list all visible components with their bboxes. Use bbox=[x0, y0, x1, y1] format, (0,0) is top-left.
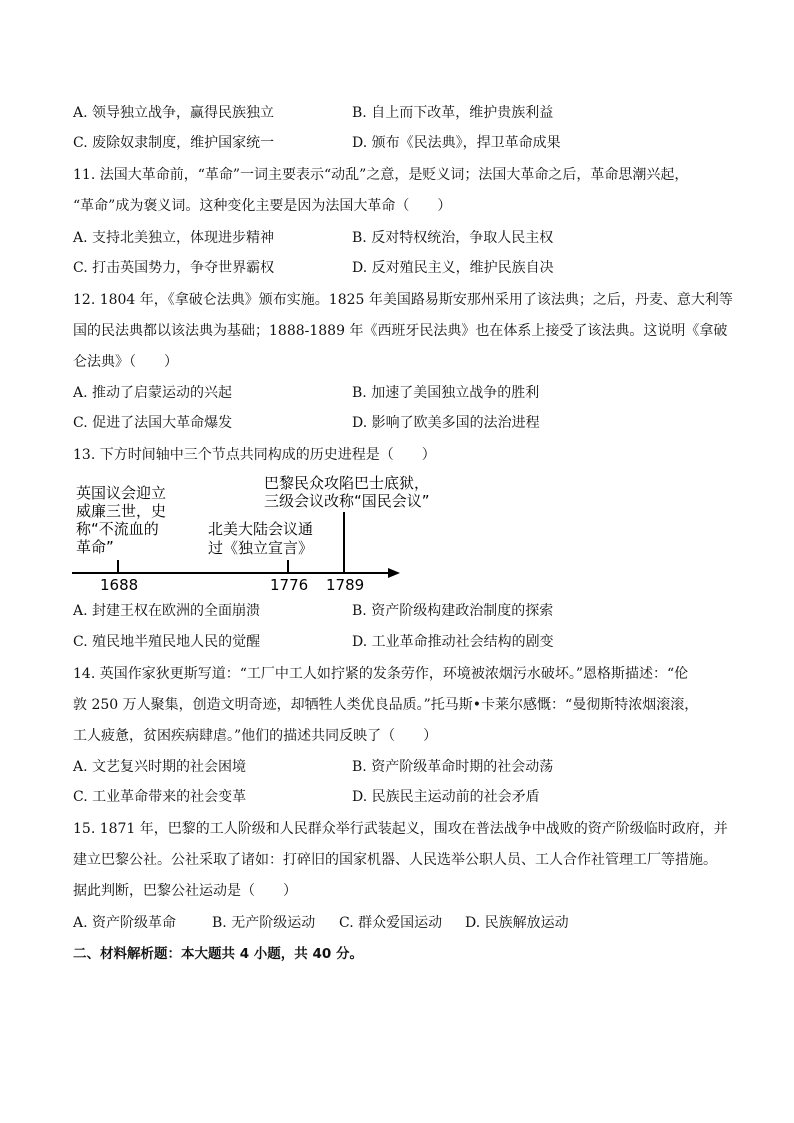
q15-stem-line3: 据此判断，巴黎公社运动是（ ） bbox=[73, 883, 297, 899]
q15-option-c: C. 群众爱国运动 bbox=[339, 915, 443, 931]
q11-option-c: C. 打击英国势力，争夺世界霸权 bbox=[73, 260, 275, 276]
q10-option-b: B. 自上而下改革，维护贵族利益 bbox=[352, 105, 554, 121]
q10-option-a: A. 领导独立战争，赢得民族独立 bbox=[73, 105, 275, 121]
q14-stem-line2: 敦 250 万人聚集，创造文明奇迹，却牺牲人类优良品质。”托马斯•卡莱尔感慨：“曼彻斯特浓烟滚滚， bbox=[73, 697, 699, 713]
q11-stem-line1: 11. 法国大革命前，“革命”一词主要表示“动乱”之意，是贬义词；法国大革命之后，革命思潮兴起， bbox=[73, 167, 689, 183]
q12-stem-line1: 12. 1804 年，《拿破仑法典》颁布实施。1825 年美国路易斯安那州采用了该法典；之后，丹麦、意大利等 bbox=[73, 292, 733, 308]
timeline-node3-line2: 三级会议改称“国民会议” bbox=[264, 492, 430, 510]
q13-option-d: D. 工业革命推动社会结构的剧变 bbox=[352, 634, 554, 650]
timeline-node2-line2: 过《独立宣言》 bbox=[208, 539, 314, 557]
q10-option-c: C. 废除奴隶制度，维护国家统一 bbox=[73, 135, 275, 151]
timeline-node1-line2: 威廉三世，史 bbox=[76, 502, 167, 520]
timeline-year-1789: 1789 bbox=[326, 576, 365, 594]
q10-option-d: D. 颁布《民法典》，捍卫革命成果 bbox=[352, 135, 561, 151]
timeline-node1-line3: 称“不流血的 bbox=[76, 520, 159, 538]
q12-stem-line3: 仑法典》（ ） bbox=[73, 354, 178, 370]
timeline-arrow-icon bbox=[388, 568, 400, 578]
q12-stem-line2: 国的民法典都以该法典为基础；1888-1889 年《西班牙民法典》也在体系上接受了该法典。这说明《拿破 bbox=[73, 323, 728, 339]
q13-stem: 13. 下方时间轴中三个节点共同构成的历史进程是（ ） bbox=[73, 447, 436, 463]
q12-option-a: A. 推动了启蒙运动的兴起 bbox=[73, 385, 233, 401]
timeline-node2-line1: 北美大陆会议通 bbox=[208, 520, 314, 538]
q11-option-a: A. 支持北美独立，体现进步精神 bbox=[73, 230, 275, 246]
q12-option-d: D. 影响了欧美多国的法治进程 bbox=[352, 415, 540, 431]
timeline-node3-line1: 巴黎民众攻陷巴士底狱， bbox=[264, 474, 430, 492]
q14-option-c: C. 工业革命带来的社会变革 bbox=[73, 789, 247, 805]
q15-stem-line1: 15. 1871 年，巴黎的工人阶级和人民群众举行武装起义，围攻在普法战争中战败的资产阶级临时政府，并 bbox=[73, 821, 728, 837]
timeline-node1-line4: 革命” bbox=[76, 538, 114, 556]
q14-option-d: D. 民族民主运动前的社会矛盾 bbox=[352, 789, 540, 805]
timeline-year-1688: 1688 bbox=[100, 576, 139, 594]
q13-option-c: C. 殖民地半殖民地人民的觉醒 bbox=[73, 634, 261, 650]
q15-option-d: D. 民族解放运动 bbox=[465, 915, 569, 931]
q15-option-a: A. 资产阶级革命 bbox=[73, 915, 177, 931]
q11-option-d: D. 反对殖民主义，维护民族自决 bbox=[352, 260, 554, 276]
q14-option-a: A. 文艺复兴时期的社会困境 bbox=[73, 759, 247, 775]
q14-stem-line1: 14. 英国作家狄更斯写道：“工厂中工人如拧紧的发条劳作，环境被浓烟污水破坏。”恩格斯描述：“伦 bbox=[73, 666, 689, 682]
q15-option-b: B. 无产阶级运动 bbox=[212, 915, 316, 931]
q13-option-b: B. 资产阶级构建政治制度的探索 bbox=[352, 603, 554, 619]
q13-option-a: A. 封建王权在欧洲的全面崩溃 bbox=[73, 603, 261, 619]
timeline-year-1776: 1776 bbox=[270, 576, 309, 594]
q14-stem-line3: 工人疲惫，贫困疾病肆虐。”他们的描述共同反映了（ ） bbox=[73, 728, 438, 744]
q11-option-b: B. 反对特权统治，争取人民主权 bbox=[352, 230, 554, 246]
history-timeline bbox=[70, 474, 430, 594]
q15-stem-line2: 建立巴黎公社。公社采取了诸如：打碎旧的国家机器、人民选举公职人员、工人合作社管理工厂等措施。 bbox=[73, 852, 717, 868]
timeline-node1-line1: 英国议会迎立 bbox=[76, 484, 167, 502]
q11-stem-line2: “革命”成为褒义词。这种变化主要是因为法国大革命（ ） bbox=[73, 198, 452, 214]
q12-option-b: B. 加速了美国独立战争的胜利 bbox=[352, 385, 540, 401]
q12-option-c: C. 促进了法国大革命爆发 bbox=[73, 415, 233, 431]
section-2-heading: 二、材料解析题：本大题共 4 小题，共 40 分。 bbox=[73, 946, 363, 962]
q14-option-b: B. 资产阶级革命时期的社会动荡 bbox=[352, 759, 554, 775]
